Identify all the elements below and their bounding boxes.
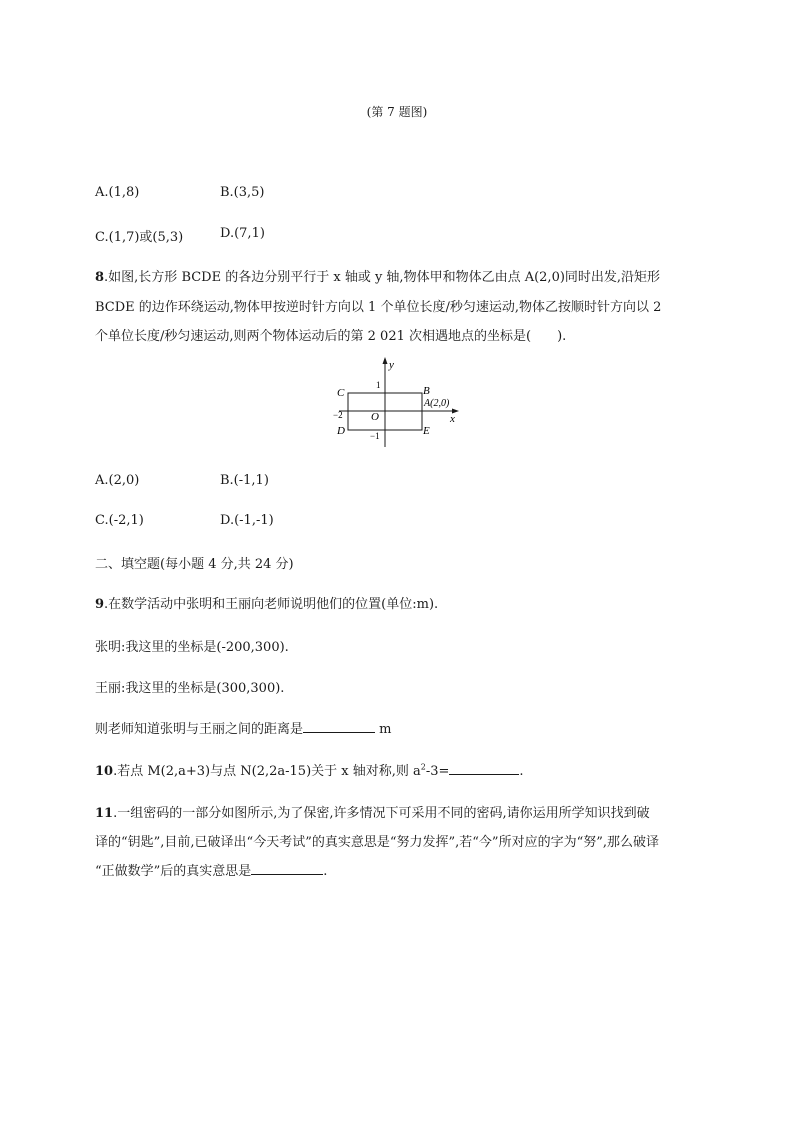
- q7-option-d: D.(7,1): [220, 226, 265, 241]
- q9-unit: m: [375, 722, 392, 737]
- q10-text-pre: .若点 M(2,a+3)与点 N(2,2a-15)关于 x 轴对称,则 a: [113, 764, 421, 779]
- q8-number: 8: [95, 270, 105, 285]
- q8-option-a: A.(2,0): [95, 473, 140, 488]
- q9-number: 9: [95, 597, 105, 612]
- q11-line-3: [95, 860, 327, 879]
- q9-line-2: 张明:我这里的坐标是(-200,300).: [95, 640, 289, 655]
- q10-period: .: [519, 764, 524, 779]
- y-axis-arrow: [383, 357, 388, 364]
- q8-option-d: D.(-1,-1): [220, 513, 274, 528]
- label-c: C: [337, 387, 345, 399]
- q10-number: 10: [95, 764, 114, 779]
- label-x: x: [450, 413, 455, 425]
- label-d: D: [337, 425, 345, 437]
- q7-option-b: B.(3,5): [220, 185, 265, 200]
- q8-text-1: .如图,长方形 BCDE 的各边分别平行于 x 轴或 y 轴,物体甲和物体乙由点 A(2,0)同时出发,沿矩形: [104, 270, 661, 285]
- q11-number: 11: [95, 806, 114, 821]
- q9-text-4: 则老师知道张明与王丽之间的距离是: [95, 722, 304, 737]
- q10-superscript: 2: [420, 762, 426, 772]
- figure-7-caption: (第 7 题图): [366, 105, 428, 119]
- q11-text-1: .一组密码的一部分如图所示,为了保密,许多情况下可采用不同的密码,请你运用所学知识找到破: [113, 806, 650, 821]
- q10-text-post: -3=: [425, 764, 450, 779]
- label-a: A(2,0): [424, 398, 450, 409]
- q8-line-2: BCDE 的边作环绕运动,物体甲按逆时针方向以 1 个单位长度/秒匀速运动,物体乙按顺时针方向以 2: [95, 300, 662, 315]
- q10-line: [95, 760, 524, 779]
- tick-neg-1: −1: [370, 431, 380, 441]
- q9-answer-blank[interactable]: [303, 720, 375, 733]
- q9-text-1: .在数学活动中张明和王丽向老师说明他们的位置(单位:m).: [104, 597, 439, 612]
- tick-neg-2: −2: [333, 410, 343, 420]
- q11-period: .: [323, 864, 328, 879]
- q8-option-b: B.(-1,1): [220, 473, 269, 488]
- q8-line-1: [95, 266, 660, 285]
- q11-text-3: “正做数学”后的真实意思是: [95, 864, 252, 879]
- q10-answer-blank[interactable]: [449, 762, 519, 775]
- label-y: y: [389, 359, 394, 371]
- label-o: O: [371, 411, 379, 423]
- q8-line-3: 个单位长度/秒匀速运动,则两个物体运动后的第 2 021 次相遇地点的坐标是( ).: [95, 329, 567, 344]
- q9-line-4: [95, 718, 391, 737]
- q9-line-3: 王丽:我这里的坐标是(300,300).: [95, 681, 285, 696]
- label-b: B: [423, 385, 430, 397]
- q11-line-2: 译的“钥匙”,目前,已破译出“今天考试”的真实意思是“努力发挥”,若“今”所对应的字为“努”,那么破译: [95, 835, 659, 850]
- q8-option-c: C.(-2,1): [95, 513, 144, 528]
- q8-coordinate-figure: [325, 355, 465, 450]
- tick-1: 1: [376, 380, 381, 390]
- q9-line-1: [95, 593, 438, 612]
- q7-option-a: A.(1,8): [95, 185, 140, 200]
- section-2-heading: 二、填空题(每小题 4 分,共 24 分): [95, 557, 294, 572]
- q11-line-1: [95, 802, 650, 821]
- label-e: E: [423, 425, 430, 437]
- q11-answer-blank[interactable]: [251, 862, 323, 875]
- q7-option-c: C.(1,7)或(5,3): [95, 230, 184, 245]
